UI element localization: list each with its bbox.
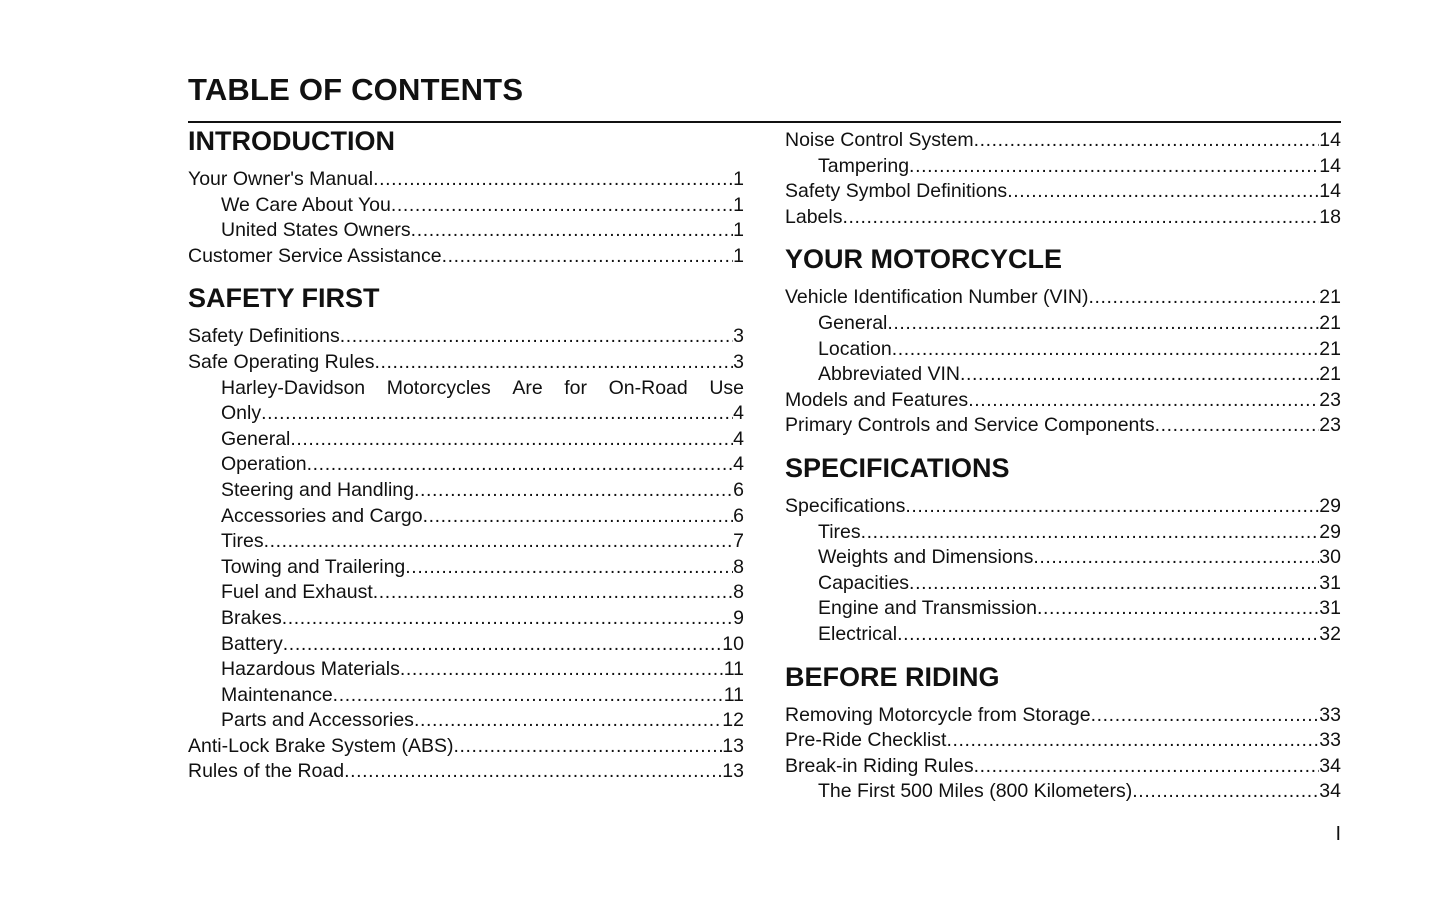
- toc-entry-label: Steering and Handling: [221, 478, 414, 501]
- toc-entry-label: Labels: [785, 205, 843, 228]
- toc-entry-page: 18: [1319, 205, 1341, 228]
- dot-leader: [454, 734, 723, 760]
- toc-entry[interactable]: [188, 167, 744, 193]
- toc-entry-page: 8: [733, 555, 744, 578]
- toc-subentry[interactable]: [188, 606, 744, 632]
- section-heading-safety-first: SAFETY FIRST: [188, 283, 380, 314]
- toc-entry-label: We Care About You: [221, 193, 391, 216]
- toc-entry-page: 4: [733, 427, 744, 450]
- toc-entry-page: 23: [1319, 388, 1341, 411]
- toc-entry-page: 13: [722, 734, 744, 757]
- toc-entry-page: 14: [1319, 129, 1341, 151]
- toc-subentry[interactable]: [785, 520, 1341, 546]
- dot-leader: [261, 401, 733, 427]
- toc-entry-label: Break-in Riding Rules: [785, 754, 974, 777]
- section-heading-introduction: INTRODUCTION: [188, 126, 395, 156]
- toc-entry-page: 12: [722, 709, 744, 732]
- toc-entry-word: Use: [709, 376, 744, 399]
- toc-entry-label: Customer Service Assistance: [188, 244, 442, 267]
- dot-leader: [340, 324, 733, 350]
- dot-leader: [374, 350, 733, 376]
- toc-subentry[interactable]: [785, 311, 1341, 337]
- section-entries-introduction: [188, 167, 744, 269]
- toc-entry-label: Vehicle Identification Number (VIN): [785, 286, 1089, 309]
- toc-entry-label: Specifications: [785, 494, 906, 517]
- toc-entry-page: 31: [1319, 597, 1341, 620]
- dot-leader: [1155, 413, 1320, 439]
- toc-entry-label: Rules of the Road: [188, 760, 345, 783]
- page-title: TABLE OF CONTENTS: [188, 72, 524, 107]
- toc-entry-label: Only: [221, 402, 262, 425]
- toc-subentry[interactable]: [785, 779, 1341, 805]
- toc-entry-label: Noise Control System: [785, 129, 974, 151]
- toc-entry-page: 29: [1319, 494, 1341, 517]
- toc-entry[interactable]: [785, 728, 1341, 754]
- toc-subentry[interactable]: [188, 657, 744, 683]
- toc-entry-word: Harley-Davidson: [221, 376, 366, 399]
- toc-entry[interactable]: [785, 285, 1341, 311]
- toc-entry-label: Location: [818, 337, 892, 360]
- toc-entry-label: Engine and Transmission: [818, 597, 1037, 620]
- toc-entry-label: Tires: [818, 520, 861, 543]
- dot-leader: [414, 708, 722, 734]
- toc-subentry-wrapped-line[interactable]: [188, 376, 744, 402]
- dot-leader: [373, 167, 733, 193]
- toc-entry-page: 21: [1319, 311, 1341, 334]
- dot-leader: [842, 205, 1319, 231]
- dot-leader: [373, 580, 733, 606]
- dot-leader: [411, 218, 733, 244]
- toc-subentry[interactable]: [785, 571, 1341, 597]
- toc-entry[interactable]: [188, 734, 744, 760]
- toc-subentry[interactable]: [188, 218, 744, 244]
- toc-entry-label: Brakes: [221, 606, 282, 629]
- toc-entry-label: Your Owner's Manual: [188, 168, 374, 190]
- toc-entry[interactable]: [188, 759, 744, 785]
- toc-entry-label: Pre-Ride Checklist: [785, 729, 947, 752]
- toc-entry-label: United States Owners: [221, 219, 411, 242]
- toc-entry-page: 21: [1319, 363, 1341, 386]
- toc-entry-word: for: [564, 376, 588, 399]
- dot-leader: [968, 388, 1319, 414]
- dot-leader: [442, 244, 734, 270]
- toc-subentry[interactable]: [785, 622, 1341, 648]
- toc-subentry[interactable]: [188, 683, 744, 709]
- toc-entry-page: 9: [733, 606, 744, 629]
- toc-entry-label: The First 500 Miles (800 Kilometers): [818, 780, 1133, 803]
- dot-leader: [344, 759, 722, 785]
- page-number: I: [1335, 823, 1341, 845]
- toc-entry-page: 6: [733, 478, 744, 501]
- dot-leader: [405, 555, 733, 581]
- toc-entry-page: 4: [733, 402, 744, 425]
- toc-entry[interactable]: [785, 494, 1341, 520]
- toc-subentry[interactable]: [785, 362, 1341, 388]
- toc-entry-page: 21: [1319, 337, 1341, 360]
- toc-entry-label: Hazardous Materials: [221, 658, 400, 681]
- toc-subentry[interactable]: [188, 427, 744, 453]
- toc-entry-page: 3: [733, 325, 744, 348]
- dot-leader: [960, 362, 1319, 388]
- toc-entry-label: Battery: [221, 632, 283, 655]
- toc-entry[interactable]: [785, 388, 1341, 414]
- dot-leader: [1091, 703, 1320, 729]
- toc-entry-label: Abbreviated VIN: [818, 363, 960, 386]
- toc-entry-word: Motorcycles: [386, 376, 491, 399]
- dot-leader: [283, 632, 723, 658]
- toc-entry-label: Parts and Accessories: [221, 709, 414, 732]
- toc-entry-label: Weights and Dimensions: [818, 546, 1034, 569]
- toc-entry-label: Accessories and Cargo: [221, 504, 423, 527]
- toc-subentry[interactable]: [188, 580, 744, 606]
- dot-leader: [282, 606, 733, 632]
- dot-leader: [909, 571, 1319, 597]
- toc-subentry[interactable]: [188, 452, 744, 478]
- dot-leader: [264, 529, 734, 555]
- toc-entry-label: Removing Motorcycle from Storage: [785, 703, 1091, 726]
- toc-entry-page: 3: [733, 350, 744, 373]
- dot-leader: [974, 128, 1320, 154]
- toc-entry-label: Safe Operating Rules: [188, 350, 375, 373]
- toc-subentry[interactable]: [785, 596, 1341, 622]
- toc-entry-label: General: [221, 427, 291, 450]
- toc-entry[interactable]: [785, 179, 1341, 205]
- toc-entry-page: 8: [733, 581, 744, 604]
- toc-entry-page: 1: [733, 168, 744, 190]
- toc-entry-label: General: [818, 311, 888, 334]
- toc-entry-page: 1: [733, 244, 744, 267]
- toc-subentry[interactable]: [188, 504, 744, 530]
- toc-entry[interactable]: [785, 413, 1341, 439]
- toc-entry-page: 10: [722, 632, 744, 655]
- toc-entry-page: 29: [1319, 520, 1341, 543]
- dot-leader: [1132, 779, 1319, 805]
- toc-entry-page: 31: [1319, 571, 1341, 594]
- toc-entry-page: 1: [733, 219, 744, 242]
- toc-entry-page: 33: [1319, 703, 1341, 726]
- toc-entry-label: Tires: [221, 530, 264, 553]
- section-heading-specifications: SPECIFICATIONS: [785, 452, 1010, 483]
- toc-entry-page: 7: [733, 530, 744, 553]
- toc-entry-page: 4: [733, 453, 744, 476]
- toc-entry-page: 23: [1319, 414, 1341, 437]
- section-entries-specifications: [785, 494, 1341, 648]
- toc-subentry[interactable]: [188, 478, 744, 504]
- toc-entry-page: 11: [723, 683, 744, 706]
- section-entries-your-motorcycle: [785, 285, 1341, 439]
- toc-right-column: [785, 124, 1341, 817]
- toc-entry-label: Primary Controls and Service Components: [785, 414, 1155, 437]
- toc-entry-label: Tampering: [818, 154, 910, 177]
- toc-entry-label: Capacities: [818, 571, 910, 594]
- dot-leader: [1007, 179, 1319, 205]
- toc-entry-label: Safety Definitions: [188, 325, 340, 348]
- dot-leader: [1088, 285, 1319, 311]
- toc-entry-label: Models and Features: [785, 388, 969, 411]
- toc-entry[interactable]: [785, 754, 1341, 780]
- toc-entry-label: Anti-Lock Brake System (ABS): [188, 734, 454, 757]
- dot-leader: [333, 683, 724, 709]
- toc-entry-page: 34: [1319, 780, 1341, 803]
- section-entries-before-riding: [785, 703, 1341, 805]
- toc-entry-page: 33: [1319, 729, 1341, 752]
- toc-subentry[interactable]: [188, 632, 744, 658]
- dot-leader: [307, 452, 734, 478]
- section-entries-safety-continued: [785, 128, 1341, 230]
- toc-entry-page: 14: [1319, 154, 1341, 177]
- toc-left-column: [188, 124, 744, 797]
- toc-entry[interactable]: [785, 205, 1341, 231]
- dot-leader: [400, 657, 724, 683]
- toc-subentry[interactable]: [188, 708, 744, 734]
- toc-entry-word: On-Road: [608, 376, 688, 399]
- toc-entry-label: Fuel and Exhaust: [221, 581, 373, 604]
- dot-leader: [414, 478, 733, 504]
- toc-subentry[interactable]: [785, 545, 1341, 571]
- toc-entry-label: Towing and Trailering: [221, 555, 406, 578]
- dot-leader: [423, 504, 734, 530]
- toc-subentry[interactable]: [188, 555, 744, 581]
- dot-leader: [391, 193, 733, 219]
- toc-entry-label: Operation: [221, 453, 307, 476]
- dot-leader: [974, 754, 1320, 780]
- toc-entry-page: 1: [733, 193, 744, 216]
- dot-leader: [1037, 596, 1319, 622]
- toc-entry-page: 11: [723, 658, 744, 681]
- toc-subentry[interactable]: [188, 193, 744, 219]
- toc-entry-label: Safety Symbol Definitions: [785, 180, 1008, 203]
- section-entries-safety-first: [188, 324, 744, 785]
- toc-entry-page: 32: [1319, 622, 1341, 645]
- toc-entry[interactable]: [785, 128, 1341, 154]
- dot-leader: [897, 622, 1319, 648]
- dot-leader: [909, 154, 1319, 180]
- toc-entry-page: 14: [1319, 180, 1341, 203]
- section-heading-before-riding: BEFORE RIDING: [785, 661, 1000, 692]
- title-divider: [188, 121, 1341, 123]
- toc-subentry[interactable]: [785, 337, 1341, 363]
- dot-leader: [887, 311, 1319, 337]
- toc-entry[interactable]: [188, 324, 744, 350]
- toc-entry-page: 30: [1319, 546, 1341, 569]
- section-heading-your-motorcycle: YOUR MOTORCYCLE: [785, 244, 1063, 275]
- toc-entry[interactable]: [785, 703, 1341, 729]
- toc-subentry[interactable]: [188, 529, 744, 555]
- dot-leader: [905, 494, 1319, 520]
- toc-entry-page: 34: [1319, 754, 1341, 777]
- dot-leader: [1033, 545, 1319, 571]
- dot-leader: [290, 427, 733, 453]
- toc-entry-page: 13: [722, 760, 744, 783]
- toc-entry[interactable]: [188, 350, 744, 376]
- toc-entry-label: Electrical: [818, 622, 898, 645]
- dot-leader: [861, 520, 1320, 546]
- dot-leader: [946, 728, 1319, 754]
- toc-entry-word: Are: [512, 376, 543, 399]
- toc-entry-page: 21: [1319, 286, 1341, 309]
- toc-entry[interactable]: [188, 244, 744, 270]
- toc-subentry[interactable]: [188, 401, 744, 427]
- dot-leader: [892, 337, 1320, 363]
- toc-subentry[interactable]: [785, 154, 1341, 180]
- toc-entry-label: Maintenance: [221, 683, 333, 706]
- toc-entry-page: 6: [733, 504, 744, 527]
